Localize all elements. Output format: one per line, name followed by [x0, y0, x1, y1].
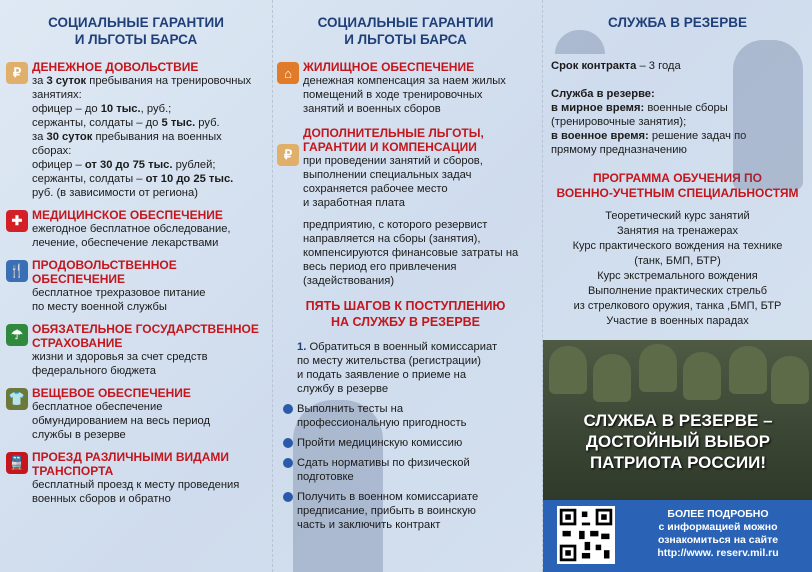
benefit-transport	[6, 450, 266, 506]
soldier-silhouette	[733, 40, 803, 190]
benefit-clothing-text: бесплатное обеспечение обмундированием на весь период службы в резерве	[32, 401, 211, 441]
step-bullet-icon	[283, 458, 293, 468]
benefit-food-text: бесплатное трехразовое питание по месту военной службы	[32, 287, 206, 313]
benefit-medical-text: ежегодное бесплатное обследование, лечение, обеспечение лекарствами	[32, 223, 231, 249]
soldier-figure	[729, 346, 767, 394]
medical-cross-icon: ✚	[6, 210, 28, 232]
step-bullet-icon	[283, 404, 293, 414]
soldier-figure	[683, 352, 721, 400]
benefit-medical-heading: МЕДИЦИНСКОЕ ОБЕСПЕЧЕНИЕ	[32, 208, 223, 222]
qr-code-icon[interactable]	[557, 506, 615, 564]
benefit-money-text: за 3 суток пребывания на тренировочных занятиях: офицер – до 10 тыс., руб.; сержанты, солдаты – до 5 тыс. руб. за 30 суток пребывания на военных сборах: офицер – от 30 до 75 тыс. рублей; сержанты, солдаты – от 10 до 25 тыс. руб. (в зависимости от региона)	[32, 75, 252, 199]
column3-title: СЛУЖБА В РЕЗЕРВЕ	[608, 15, 747, 30]
service-modes: Служба в резерве: в мирное время: военные сборы (тренировочные занятия); в военное время: решение задач по прямому предназначению	[551, 88, 747, 156]
benefit-extra-heading: ДОПОЛНИТЕЛЬНЫЕ ЛЬГОТЫ, ГАРАНТИИ И КОМПЕНСАЦИИ	[303, 126, 484, 154]
soldier-figure	[593, 354, 631, 402]
benefit-transport-heading: ПРОЕЗД РАЗЛИЧНЫМИ ВИДАМИ ТРАНСПОРТА	[32, 450, 230, 478]
step-3: Пройти медицинскую комиссию	[297, 436, 534, 450]
soldier-figure	[549, 346, 587, 394]
column2-title: СОЦИАЛЬНЫЕ ГАРАНТИИ И ЛЬГОТЫ БАРСА	[317, 15, 494, 47]
more-info: БОЛЕЕ ПОДРОБНО с информацией можно ознакомиться на сайте http://www. reserv.mil.ru	[629, 508, 807, 560]
website-link[interactable]: http://www. reserv.mil.ru	[657, 547, 779, 559]
benefit-housing	[277, 60, 534, 116]
step-5: Получить в военном комиссариате предписание, прибыть в воинскую часть и заключить контракт	[297, 490, 534, 532]
soldiers-banner	[543, 340, 812, 500]
benefit-housing-text: денежная компенсация за наем жилых помещений в ходе тренировочных занятий и военных сборов	[303, 75, 506, 115]
benefit-money	[6, 60, 266, 200]
food-icon: 🍴	[6, 260, 28, 282]
column1-title: СОЦИАЛЬНЫЕ ГАРАНТИИ И ЛЬГОТЫ БАРСА	[48, 15, 224, 47]
benefit-insurance	[6, 322, 266, 378]
benefit-money-heading: ДЕНЕЖНОЕ ДОВОЛЬСТВИЕ	[32, 60, 199, 74]
column-benefits-1	[0, 0, 272, 572]
benefit-insurance-heading: ОБЯЗАТЕЛЬНОЕ ГОСУДАРСТВЕННОЕ СТРАХОВАНИЕ	[32, 322, 259, 350]
benefit-medical	[6, 208, 266, 250]
benefit-clothing-heading: ВЕЩЕВОЕ ОБЕСПЕЧЕНИЕ	[32, 386, 191, 400]
benefit-food-heading: ПРОДОВОЛЬСТВЕННОЕ ОБЕСПЕЧЕНИЕ	[32, 258, 177, 286]
benefit-clothing	[6, 386, 266, 442]
step-1: 1. Обратиться в военный комиссариат по месту жительства (регистрации) и подать заявление о приеме на службу в резерве	[297, 341, 498, 395]
program-title: ПРОГРАММА ОБУЧЕНИЯ ПО ВОЕННО-УЧЕТНЫМ СПЕЦИАЛЬНОСТЯМ	[556, 171, 799, 200]
soldier-figure	[771, 356, 809, 404]
step-4: Сдать нормативы по физической подготовке	[297, 456, 534, 484]
house-icon: ⌂	[277, 62, 299, 84]
parachute-icon	[555, 30, 605, 54]
benefit-extra	[277, 122, 534, 288]
program-list: Теоретический курс занятий Занятия на тренажерах Курс практического вождения на технике (танк, БМП, БТР) Курс экстремального вождения Выполнение практических стрельб из стрелкового оружия, танка ,БМП, БТР Участие в военных парадах	[572, 210, 783, 327]
employer-compensation-text: предприятию, с которого резервист направляется на сборы (занятия), компенсируются финансовые затраты на весь период его привлечения (задействования)	[303, 219, 519, 287]
column-reserve-service	[542, 0, 812, 572]
step-2: Выполнить тесты на профессиональную пригодность	[297, 402, 534, 430]
train-icon: 🚆	[6, 452, 28, 474]
benefit-insurance-text: жизни и здоровья за счет средств федерального бюджета	[32, 351, 208, 377]
banner-slogan: СЛУЖБА В РЕЗЕРВЕ – ДОСТОЙНЫЙ ВЫБОР ПАТРИОТА РОССИИ!	[583, 411, 773, 472]
column-benefits-2	[272, 0, 542, 572]
benefit-food	[6, 258, 266, 314]
money-icon: ₽	[6, 62, 28, 84]
contract-term: Срок контракта – 3 года	[551, 60, 681, 72]
benefit-transport-text: бесплатный проезд к месту проведения военных сборов и обратно	[32, 479, 240, 505]
soldier-figure	[639, 344, 677, 392]
insurance-icon: ☂	[6, 324, 28, 346]
benefit-housing-heading: ЖИЛИЩНОЕ ОБЕСПЕЧЕНИЕ	[303, 60, 475, 74]
step-bullet-icon	[283, 492, 293, 502]
money-icon: ₽	[277, 144, 299, 166]
steps-title: ПЯТЬ ШАГОВ К ПОСТУПЛЕНИЮ НА СЛУЖБУ В РЕЗЕРВЕ	[305, 299, 506, 329]
step-bullet-icon	[283, 438, 293, 448]
clothing-icon: 👕	[6, 388, 28, 410]
benefit-extra-text: при проведении занятий и сборов, выполнении специальных задач сохраняется рабочее место и заработная плата	[303, 155, 483, 209]
